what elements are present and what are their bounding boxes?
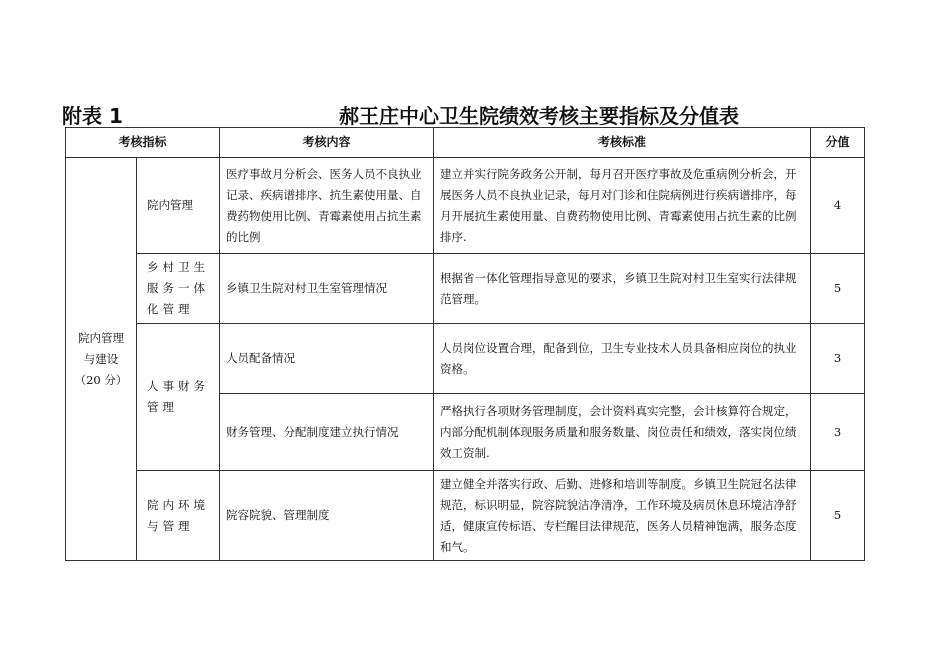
table-row — [66, 254, 865, 324]
category-cell — [66, 158, 137, 561]
content-cell: 院容院貌、管理制度 — [220, 471, 434, 561]
content-cell: 医疗事故月分析会、医务人员不良执业记录、疾病谱排序、抗生素使用量、自费药物使用比例、青霉素使用占抗生素的比例 — [220, 158, 434, 254]
content-cell: 财务管理、分配制度建立执行情况 — [220, 394, 434, 471]
sub-indicator: 乡村卫生服务一体化管理 — [137, 254, 220, 324]
header-content: 考核内容 — [220, 128, 434, 158]
sub-indicator: 院内环境与管理 — [137, 471, 220, 561]
score-cell: 3 — [811, 324, 865, 394]
standard-cell: 人员岗位设置合理，配备到位，卫生专业技术人员具备相应岗位的执业资格。 — [434, 324, 811, 394]
table-row — [66, 324, 865, 394]
sub-indicator: 院内管理 — [137, 158, 220, 254]
table-header-row — [66, 128, 865, 158]
header-standard: 考核标准 — [434, 128, 811, 158]
assessment-table — [65, 127, 865, 561]
standard-cell: 严格执行各项财务管理制度，会计资料真实完整，会计核算符合规定，内部分配机制体现服务质量和服务数量、岗位责任和绩效，落实岗位绩效工资制. — [434, 394, 811, 471]
content-cell: 乡镇卫生院对村卫生室管理情况 — [220, 254, 434, 324]
category-line: （20 分） — [74, 372, 128, 387]
title-row — [62, 100, 882, 126]
score-cell: 5 — [811, 254, 865, 324]
content-cell: 人员配备情况 — [220, 324, 434, 394]
sub-indicator: 人事财务管理 — [137, 324, 220, 471]
standard-cell: 根据省一体化管理指导意见的要求，乡镇卫生院对村卫生室实行法律规范管理。 — [434, 254, 811, 324]
header-indicator: 考核指标 — [66, 128, 220, 158]
category-line: 与建设 — [83, 351, 119, 366]
table-row — [66, 471, 865, 561]
standard-cell: 建立健全并落实行政、后勤、进修和培训等制度。乡镇卫生院冠名法律规范，标识明显，院容院貌洁净清净，工作环境及病员休息环境洁净舒适，健康宣传标语、专栏醒目法律规范，医务人员精神饱满，服务态度和气。 — [434, 471, 811, 561]
header-score: 分值 — [811, 128, 865, 158]
score-cell: 3 — [811, 394, 865, 471]
document-title: 郝王庄中心卫生院绩效考核主要指标及分值表 — [339, 104, 739, 128]
score-cell: 4 — [811, 158, 865, 254]
category-line: 院内管理 — [78, 330, 124, 345]
standard-cell: 建立并实行院务政务公开制，每月召开医疗事故及危重病例分析会，开展医务人员不良执业记录，每月对门诊和住院病例进行疾病谱排序，每月开展抗生素使用量、自费药物使用比例、青霉素使用占抗生素的比例排序. — [434, 158, 811, 254]
table-row — [66, 158, 865, 254]
score-cell: 5 — [811, 471, 865, 561]
annex-label: 附表 1 — [62, 104, 123, 128]
